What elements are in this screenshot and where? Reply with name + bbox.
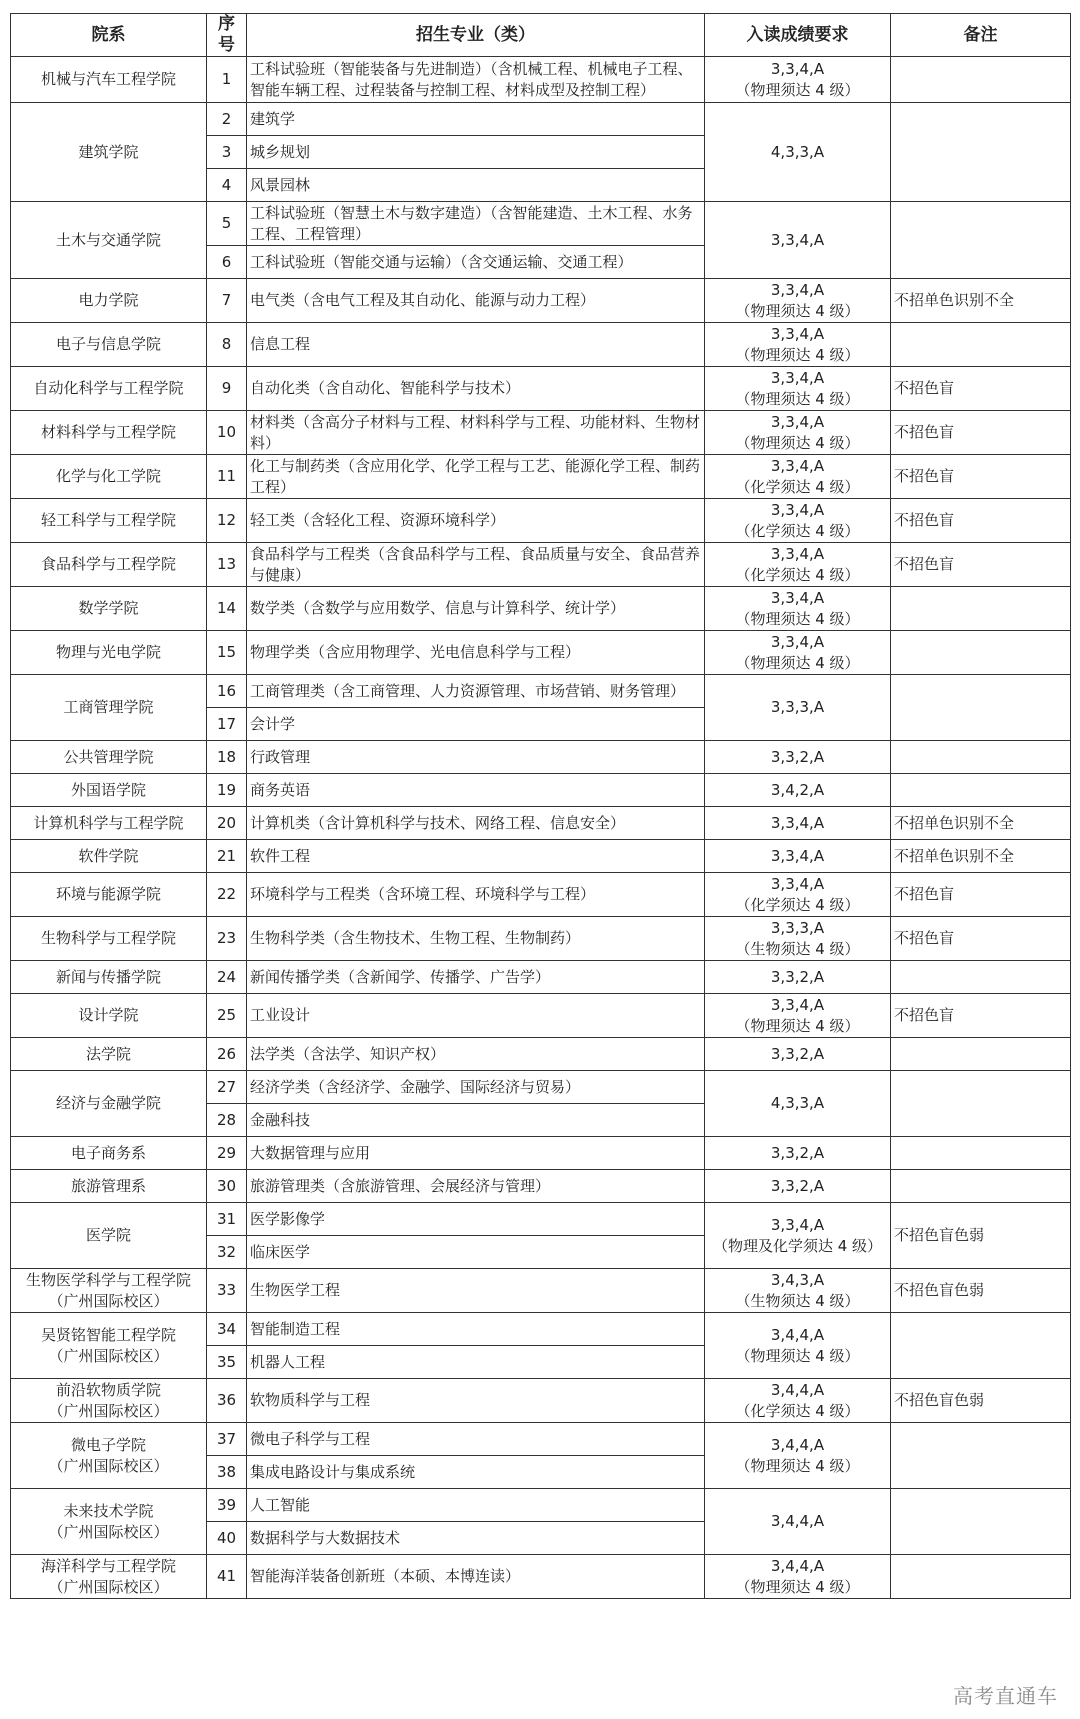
major-cell: 旅游管理类（含旅游管理、会展经济与管理） xyxy=(247,1170,705,1203)
requirement-cell: 3,3,2,A xyxy=(705,1170,891,1203)
table-row xyxy=(11,1269,1071,1313)
no-cell: 1 xyxy=(207,57,247,103)
major-cell: 工业设计 xyxy=(247,994,705,1038)
no-cell: 22 xyxy=(207,873,247,917)
major-cell: 城乡规划 xyxy=(247,136,705,169)
requirement-cell: 3,3,2,A xyxy=(705,1137,891,1170)
major-cell: 工科试验班（智慧土木与数字建造）（含智能建造、土木工程、水务工程、工程管理） xyxy=(247,202,705,246)
note-cell xyxy=(891,774,1071,807)
dept-cell: 微电子学院 （广州国际校区） xyxy=(11,1423,207,1489)
dept-cell: 医学院 xyxy=(11,1203,207,1269)
note-cell xyxy=(891,1170,1071,1203)
major-cell: 集成电路设计与集成系统 xyxy=(247,1456,705,1489)
major-cell: 微电子科学与工程 xyxy=(247,1423,705,1456)
requirement-cell: 3,4,4,A （化学须达 4 级） xyxy=(705,1379,891,1423)
dept-cell: 土木与交通学院 xyxy=(11,202,207,279)
dept-cell: 食品科学与工程学院 xyxy=(11,543,207,587)
no-cell: 30 xyxy=(207,1170,247,1203)
major-cell: 医学影像学 xyxy=(247,1203,705,1236)
no-cell: 31 xyxy=(207,1203,247,1236)
major-cell: 软件工程 xyxy=(247,840,705,873)
requirement-cell: 3,3,4,A （物理须达 4 级） xyxy=(705,411,891,455)
table-row xyxy=(11,1071,1071,1104)
header-major: 招生专业（类） xyxy=(247,14,705,57)
table-row xyxy=(11,57,1071,103)
no-cell: 36 xyxy=(207,1379,247,1423)
requirement-cell: 3,4,4,A （物理须达 4 级） xyxy=(705,1423,891,1489)
no-cell: 41 xyxy=(207,1555,247,1599)
requirement-cell: 3,3,4,A （化学须达 4 级） xyxy=(705,455,891,499)
no-cell: 3 xyxy=(207,136,247,169)
note-cell xyxy=(891,1489,1071,1555)
table-row xyxy=(11,411,1071,455)
major-cell: 生物医学工程 xyxy=(247,1269,705,1313)
note-cell: 不招色盲 xyxy=(891,411,1071,455)
table-row xyxy=(11,323,1071,367)
no-cell: 29 xyxy=(207,1137,247,1170)
table-row xyxy=(11,1423,1071,1456)
major-cell: 自动化类（含自动化、智能科学与技术） xyxy=(247,367,705,411)
header-requirement: 入读成绩要求 xyxy=(705,14,891,57)
note-cell: 不招色盲 xyxy=(891,917,1071,961)
note-cell xyxy=(891,675,1071,741)
no-cell: 28 xyxy=(207,1104,247,1137)
no-cell: 38 xyxy=(207,1456,247,1489)
dept-cell: 前沿软物质学院 （广州国际校区） xyxy=(11,1379,207,1423)
note-cell xyxy=(891,103,1071,202)
table-row xyxy=(11,455,1071,499)
header-no: 序号 xyxy=(207,14,247,57)
major-cell: 数学类（含数学与应用数学、信息与计算科学、统计学） xyxy=(247,587,705,631)
major-cell: 智能制造工程 xyxy=(247,1313,705,1346)
dept-cell: 新闻与传播学院 xyxy=(11,961,207,994)
major-cell: 轻工类（含轻化工程、资源环境科学） xyxy=(247,499,705,543)
no-cell: 8 xyxy=(207,323,247,367)
dept-cell: 数学学院 xyxy=(11,587,207,631)
requirement-cell: 3,3,4,A （物理须达 4 级） xyxy=(705,323,891,367)
major-cell: 食品科学与工程类（含食品科学与工程、食品质量与安全、食品营养与健康） xyxy=(247,543,705,587)
table-row xyxy=(11,1038,1071,1071)
dept-cell: 旅游管理系 xyxy=(11,1170,207,1203)
dept-cell: 软件学院 xyxy=(11,840,207,873)
requirement-cell: 3,3,4,A xyxy=(705,807,891,840)
no-cell: 10 xyxy=(207,411,247,455)
note-cell xyxy=(891,202,1071,279)
dept-cell: 未来技术学院 （广州国际校区） xyxy=(11,1489,207,1555)
no-cell: 18 xyxy=(207,741,247,774)
dept-cell: 经济与金融学院 xyxy=(11,1071,207,1137)
no-cell: 7 xyxy=(207,279,247,323)
no-cell: 26 xyxy=(207,1038,247,1071)
major-cell: 大数据管理与应用 xyxy=(247,1137,705,1170)
admission-table xyxy=(10,13,1071,1599)
dept-cell: 吴贤铭智能工程学院 （广州国际校区） xyxy=(11,1313,207,1379)
dept-cell: 环境与能源学院 xyxy=(11,873,207,917)
no-cell: 20 xyxy=(207,807,247,840)
major-cell: 生物科学类（含生物技术、生物工程、生物制药） xyxy=(247,917,705,961)
header-note: 备注 xyxy=(891,14,1071,57)
requirement-cell: 3,3,2,A xyxy=(705,741,891,774)
major-cell: 数据科学与大数据技术 xyxy=(247,1522,705,1555)
no-cell: 16 xyxy=(207,675,247,708)
major-cell: 信息工程 xyxy=(247,323,705,367)
major-cell: 工商管理类（含工商管理、人力资源管理、市场营销、财务管理） xyxy=(247,675,705,708)
no-cell: 23 xyxy=(207,917,247,961)
major-cell: 机器人工程 xyxy=(247,1346,705,1379)
table-row xyxy=(11,631,1071,675)
note-cell xyxy=(891,741,1071,774)
dept-cell: 海洋科学与工程学院 （广州国际校区） xyxy=(11,1555,207,1599)
note-cell xyxy=(891,323,1071,367)
note-cell xyxy=(891,1038,1071,1071)
major-cell: 人工智能 xyxy=(247,1489,705,1522)
dept-cell: 建筑学院 xyxy=(11,103,207,202)
note-cell xyxy=(891,1423,1071,1489)
dept-cell: 电子商务系 xyxy=(11,1137,207,1170)
major-cell: 行政管理 xyxy=(247,741,705,774)
dept-cell: 生物医学科学与工程学院 （广州国际校区） xyxy=(11,1269,207,1313)
note-cell xyxy=(891,1137,1071,1170)
table-row xyxy=(11,873,1071,917)
no-cell: 33 xyxy=(207,1269,247,1313)
table-row xyxy=(11,367,1071,411)
major-cell: 材料类（含高分子材料与工程、材料科学与工程、功能材料、生物材料） xyxy=(247,411,705,455)
dept-cell: 计算机科学与工程学院 xyxy=(11,807,207,840)
dept-cell: 物理与光电学院 xyxy=(11,631,207,675)
dept-cell: 公共管理学院 xyxy=(11,741,207,774)
note-cell: 不招色盲 xyxy=(891,873,1071,917)
requirement-cell: 3,3,4,A （化学须达 4 级） xyxy=(705,873,891,917)
note-cell: 不招色盲 xyxy=(891,455,1071,499)
note-cell: 不招色盲色弱 xyxy=(891,1269,1071,1313)
table-row xyxy=(11,1313,1071,1346)
table-row xyxy=(11,279,1071,323)
major-cell: 金融科技 xyxy=(247,1104,705,1137)
no-cell: 11 xyxy=(207,455,247,499)
dept-cell: 电子与信息学院 xyxy=(11,323,207,367)
note-cell: 不招色盲 xyxy=(891,543,1071,587)
major-cell: 智能海洋装备创新班（本硕、本博连读） xyxy=(247,1555,705,1599)
table-row xyxy=(11,1489,1071,1522)
dept-cell: 设计学院 xyxy=(11,994,207,1038)
dept-cell: 工商管理学院 xyxy=(11,675,207,741)
table-row xyxy=(11,543,1071,587)
dept-cell: 外国语学院 xyxy=(11,774,207,807)
table-row xyxy=(11,1203,1071,1236)
major-cell: 商务英语 xyxy=(247,774,705,807)
major-cell: 环境科学与工程类（含环境工程、环境科学与工程） xyxy=(247,873,705,917)
requirement-cell: 3,3,4,A （化学须达 4 级） xyxy=(705,499,891,543)
no-cell: 13 xyxy=(207,543,247,587)
table-row xyxy=(11,961,1071,994)
requirement-cell: 3,4,2,A xyxy=(705,774,891,807)
table-row xyxy=(11,1555,1071,1599)
requirement-cell: 3,3,4,A （物理及化学须达 4 级） xyxy=(705,1203,891,1269)
no-cell: 2 xyxy=(207,103,247,136)
major-cell: 新闻传播学类（含新闻学、传播学、广告学） xyxy=(247,961,705,994)
table-row xyxy=(11,202,1071,246)
no-cell: 40 xyxy=(207,1522,247,1555)
note-cell: 不招单色识别不全 xyxy=(891,840,1071,873)
no-cell: 37 xyxy=(207,1423,247,1456)
dept-cell: 电力学院 xyxy=(11,279,207,323)
no-cell: 25 xyxy=(207,994,247,1038)
no-cell: 19 xyxy=(207,774,247,807)
table-row xyxy=(11,807,1071,840)
no-cell: 21 xyxy=(207,840,247,873)
table-header-row xyxy=(11,14,1071,57)
no-cell: 5 xyxy=(207,202,247,246)
table-row xyxy=(11,741,1071,774)
requirement-cell: 4,3,3,A xyxy=(705,1071,891,1137)
note-cell xyxy=(891,1313,1071,1379)
dept-cell: 化学与化工学院 xyxy=(11,455,207,499)
major-cell: 物理学类（含应用物理学、光电信息科学与工程） xyxy=(247,631,705,675)
note-cell: 不招色盲色弱 xyxy=(891,1203,1071,1269)
requirement-cell: 3,3,2,A xyxy=(705,1038,891,1071)
major-cell: 经济学类（含经济学、金融学、国际经济与贸易） xyxy=(247,1071,705,1104)
no-cell: 35 xyxy=(207,1346,247,1379)
requirement-cell: 3,3,2,A xyxy=(705,961,891,994)
dept-cell: 法学院 xyxy=(11,1038,207,1071)
major-cell: 临床医学 xyxy=(247,1236,705,1269)
no-cell: 14 xyxy=(207,587,247,631)
requirement-cell: 3,3,4,A （物理须达 4 级） xyxy=(705,994,891,1038)
watermark: 高考直通车 xyxy=(953,1684,1058,1708)
requirement-cell: 3,3,4,A （物理须达 4 级） xyxy=(705,57,891,103)
note-cell: 不招色盲 xyxy=(891,994,1071,1038)
no-cell: 6 xyxy=(207,246,247,279)
major-cell: 工科试验班（智能装备与先进制造）（含机械工程、机械电子工程、智能车辆工程、过程装备与控制工程、材料成型及控制工程） xyxy=(247,57,705,103)
major-cell: 法学类（含法学、知识产权） xyxy=(247,1038,705,1071)
no-cell: 4 xyxy=(207,169,247,202)
header-dept: 院系 xyxy=(11,14,207,57)
dept-cell: 材料科学与工程学院 xyxy=(11,411,207,455)
table-row xyxy=(11,994,1071,1038)
no-cell: 24 xyxy=(207,961,247,994)
major-cell: 风景园林 xyxy=(247,169,705,202)
note-cell: 不招单色识别不全 xyxy=(891,807,1071,840)
table-row xyxy=(11,103,1071,136)
table-row xyxy=(11,917,1071,961)
major-cell: 软物质科学与工程 xyxy=(247,1379,705,1423)
no-cell: 15 xyxy=(207,631,247,675)
requirement-cell: 3,4,4,A xyxy=(705,1489,891,1555)
requirement-cell: 3,3,3,A （生物须达 4 级） xyxy=(705,917,891,961)
no-cell: 27 xyxy=(207,1071,247,1104)
requirement-cell: 4,3,3,A xyxy=(705,103,891,202)
requirement-cell: 3,3,4,A （化学须达 4 级） xyxy=(705,543,891,587)
dept-cell: 生物科学与工程学院 xyxy=(11,917,207,961)
requirement-cell: 3,3,4,A xyxy=(705,202,891,279)
no-cell: 34 xyxy=(207,1313,247,1346)
note-cell: 不招色盲 xyxy=(891,367,1071,411)
requirement-cell: 3,4,4,A （物理须达 4 级） xyxy=(705,1313,891,1379)
note-cell xyxy=(891,1555,1071,1599)
note-cell xyxy=(891,57,1071,103)
table-row xyxy=(11,774,1071,807)
note-cell: 不招色盲 xyxy=(891,499,1071,543)
note-cell xyxy=(891,1071,1071,1137)
table-row xyxy=(11,587,1071,631)
major-cell: 化工与制药类（含应用化学、化学工程与工艺、能源化学工程、制药工程） xyxy=(247,455,705,499)
major-cell: 工科试验班（智能交通与运输）（含交通运输、交通工程） xyxy=(247,246,705,279)
no-cell: 12 xyxy=(207,499,247,543)
requirement-cell: 3,3,3,A xyxy=(705,675,891,741)
note-cell xyxy=(891,631,1071,675)
requirement-cell: 3,3,4,A （物理须达 4 级） xyxy=(705,367,891,411)
table-row xyxy=(11,675,1071,708)
table-row xyxy=(11,1137,1071,1170)
major-cell: 计算机类（含计算机科学与技术、网络工程、信息安全） xyxy=(247,807,705,840)
requirement-cell: 3,3,4,A （物理须达 4 级） xyxy=(705,587,891,631)
requirement-cell: 3,3,4,A （物理须达 4 级） xyxy=(705,631,891,675)
dept-cell: 自动化科学与工程学院 xyxy=(11,367,207,411)
no-cell: 9 xyxy=(207,367,247,411)
table-row xyxy=(11,840,1071,873)
table-row xyxy=(11,1379,1071,1423)
note-cell: 不招色盲色弱 xyxy=(891,1379,1071,1423)
requirement-cell: 3,3,4,A （物理须达 4 级） xyxy=(705,279,891,323)
table-body xyxy=(11,57,1071,1599)
no-cell: 39 xyxy=(207,1489,247,1522)
no-cell: 32 xyxy=(207,1236,247,1269)
note-cell xyxy=(891,587,1071,631)
requirement-cell: 3,4,4,A （物理须达 4 级） xyxy=(705,1555,891,1599)
note-cell xyxy=(891,961,1071,994)
major-cell: 会计学 xyxy=(247,708,705,741)
table-row xyxy=(11,1170,1071,1203)
major-cell: 电气类（含电气工程及其自动化、能源与动力工程） xyxy=(247,279,705,323)
no-cell: 17 xyxy=(207,708,247,741)
requirement-cell: 3,4,3,A （生物须达 4 级） xyxy=(705,1269,891,1313)
dept-cell: 轻工科学与工程学院 xyxy=(11,499,207,543)
major-cell: 建筑学 xyxy=(247,103,705,136)
dept-cell: 机械与汽车工程学院 xyxy=(11,57,207,103)
table-row xyxy=(11,499,1071,543)
requirement-cell: 3,3,4,A xyxy=(705,840,891,873)
note-cell: 不招单色识别不全 xyxy=(891,279,1071,323)
